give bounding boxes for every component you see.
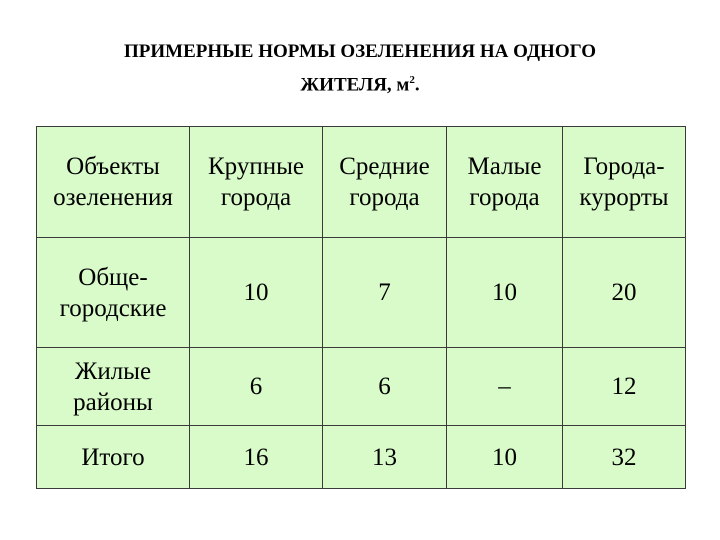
header-text: Средние [339, 153, 430, 180]
row-label-text: Итого [81, 443, 145, 471]
table-row-total [37, 426, 686, 489]
header-text: города [220, 184, 292, 211]
header-cell-medium-cities [323, 127, 447, 238]
table-cell: 12 [563, 348, 686, 426]
table-row [37, 238, 686, 348]
norms-table [36, 126, 686, 489]
row-label [37, 238, 190, 348]
table-cell: 6 [190, 348, 323, 426]
header-cell-small-cities [447, 127, 563, 238]
table-cell: 7 [323, 238, 447, 348]
title-line-2 [40, 66, 680, 99]
row-label [37, 426, 190, 489]
table-row [37, 348, 686, 426]
row-label-text: городские [59, 294, 167, 322]
header-text: Малые [467, 153, 542, 180]
header-text: города [469, 184, 540, 211]
header-text: курорты [579, 184, 669, 211]
row-label-text: Обще- [78, 263, 148, 291]
table-cell: 32 [563, 426, 686, 489]
row-label-text: районы [73, 388, 153, 416]
header-cell-large-cities [190, 127, 323, 238]
header-text: озеленения [53, 184, 173, 211]
header-text: Крупные [208, 153, 304, 180]
header-text: города [349, 184, 420, 211]
header-text: Объекты [66, 153, 160, 180]
header-cell-resort-cities [563, 127, 686, 238]
table-cell: 6 [323, 348, 447, 426]
page-title [40, 38, 680, 99]
title-line-2-text: ЖИТЕЛЯ, м [300, 74, 410, 96]
table-cell: 20 [563, 238, 686, 348]
row-label-text: Жилые [74, 357, 152, 385]
title-superscript: 2 [409, 74, 415, 86]
table-cell: 13 [323, 426, 447, 489]
header-text: Города- [583, 153, 665, 180]
table-header-row [37, 127, 686, 238]
title-line-1: ПРИМЕРНЫЕ НОРМЫ ОЗЕЛЕНЕНИЯ НА ОДНОГО [123, 41, 597, 62]
title-line-2-end: . [414, 74, 420, 96]
table-cell: 16 [190, 426, 323, 489]
table-cell: 10 [190, 238, 323, 348]
table-cell: 10 [447, 238, 563, 348]
row-label [37, 348, 190, 426]
table-cell: – [447, 348, 563, 426]
table-cell: 10 [447, 426, 563, 489]
header-cell-objects [37, 127, 190, 238]
